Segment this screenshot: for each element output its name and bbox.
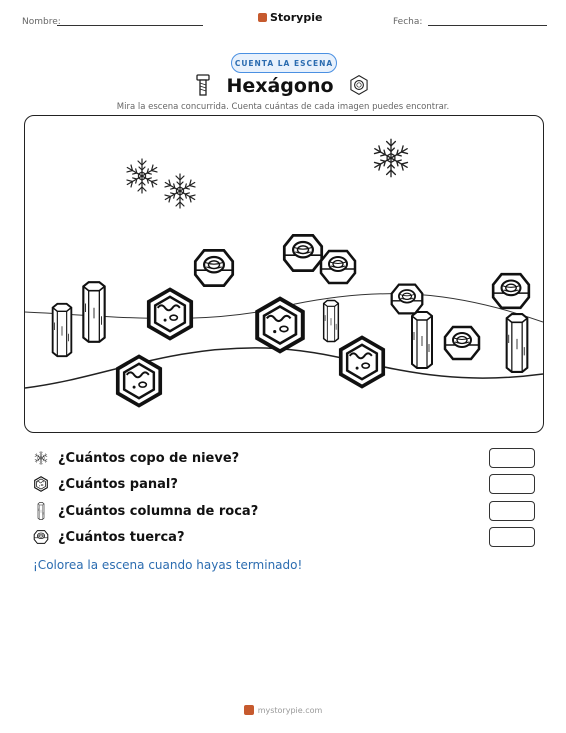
question-text: ¿Cuántos columna de roca? xyxy=(58,503,259,519)
nut-icon xyxy=(392,285,423,314)
nut-icon xyxy=(493,274,529,308)
question-text: ¿Cuántos tuerca? xyxy=(58,529,185,545)
honeycomb-icon xyxy=(341,337,383,386)
storypie-icon xyxy=(244,705,254,715)
storypie-icon xyxy=(258,13,267,22)
hexagon-nut-icon xyxy=(348,74,370,96)
scene-panel[interactable] xyxy=(24,115,544,433)
snowflake-icon xyxy=(373,139,410,176)
nut-icon xyxy=(445,327,479,359)
activity-badge: CUENTA LA ESCENA xyxy=(231,53,337,73)
rock-column-icon xyxy=(324,300,339,341)
question-honeycomb xyxy=(33,474,178,494)
footer xyxy=(0,705,566,715)
question-rock-column xyxy=(33,501,258,521)
answer-box-honeycomb[interactable] xyxy=(489,474,535,494)
nut-icon xyxy=(284,235,321,270)
snowflake-icon xyxy=(163,174,196,208)
snowflake-icon xyxy=(33,450,49,466)
date-label: Fecha: xyxy=(393,17,423,27)
brand-logo xyxy=(258,11,322,24)
question-nut xyxy=(33,527,185,547)
rock-column-icon xyxy=(83,282,104,342)
page-title-row xyxy=(0,74,566,97)
footer-url: mystorypie.com xyxy=(257,705,323,715)
name-field[interactable] xyxy=(57,25,203,26)
rock-column-icon xyxy=(507,314,528,372)
page-title: Hexágono xyxy=(226,75,334,97)
question-text: ¿Cuántos panal? xyxy=(58,476,178,492)
nut-icon xyxy=(321,251,355,283)
coloring-note: ¡Colorea la escena cuando hayas terminado! xyxy=(33,558,303,572)
rock-column-icon xyxy=(412,312,432,368)
answer-box-rock-column[interactable] xyxy=(489,501,535,521)
rock-column-icon xyxy=(33,502,49,520)
instructions: Mira la escena concurrida. Cuenta cuántas de cada imagen puedes encontrar. xyxy=(116,102,450,112)
name-label: Nombre: xyxy=(22,17,61,27)
snowflake-icon xyxy=(125,159,158,193)
date-field[interactable] xyxy=(428,25,547,26)
honeycomb-icon xyxy=(118,356,160,405)
brand-name: Storypie xyxy=(270,11,323,24)
honeycomb-icon xyxy=(149,289,191,338)
answer-box-snowflake[interactable] xyxy=(489,448,535,468)
rock-column-icon xyxy=(53,304,72,356)
question-snowflake xyxy=(33,448,239,468)
nut-icon xyxy=(33,529,49,545)
honeycomb-icon xyxy=(33,476,49,492)
scene-illustration xyxy=(25,116,543,432)
answer-box-nut[interactable] xyxy=(489,527,535,547)
question-text: ¿Cuántos copo de nieve? xyxy=(58,450,240,466)
nut-icon xyxy=(195,250,232,285)
bolt-icon xyxy=(196,74,210,96)
honeycomb-icon xyxy=(257,299,303,352)
